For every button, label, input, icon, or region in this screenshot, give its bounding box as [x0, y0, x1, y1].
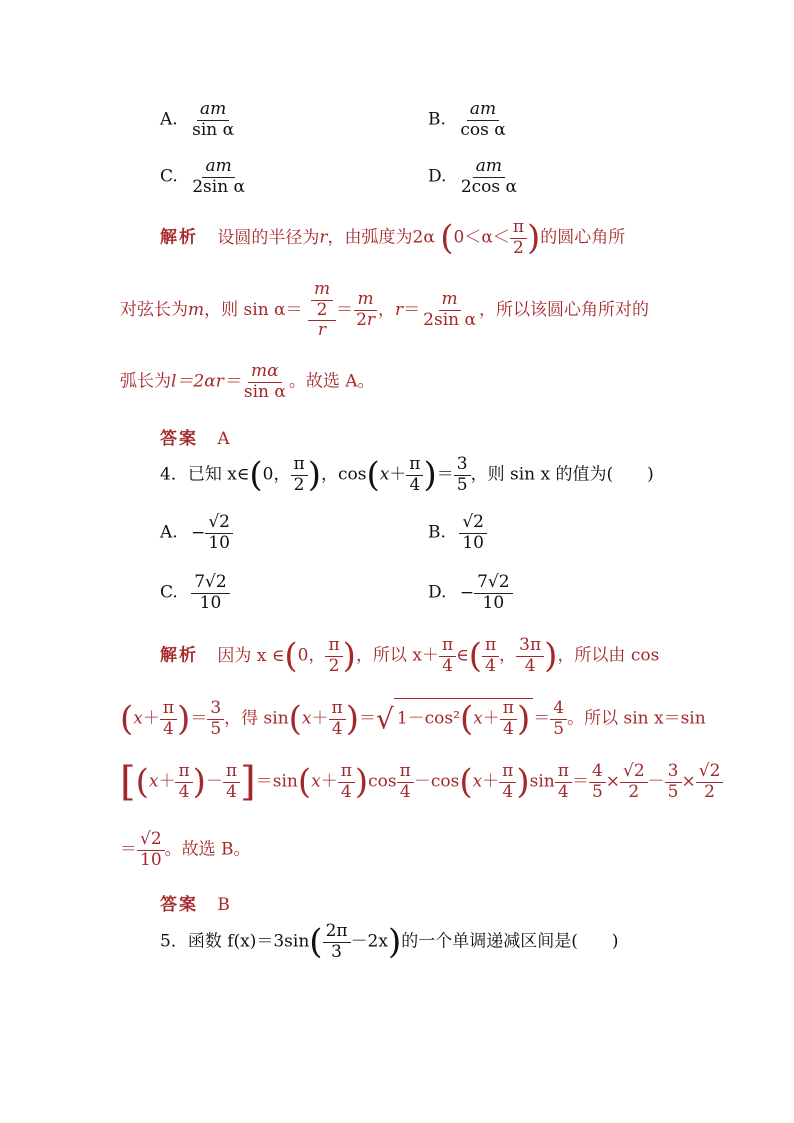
q3-analysis-line3: 弧长为l＝2αr＝ $\frac{m\alpha}{\text{sin α}}$ 。故选 A。 — [120, 361, 375, 402]
q4-analysis-line3: [(x＋ $\frac{\pi}{4}$ )－ $\frac{\pi}{4}$ ]＝sin(x＋ $\frac{\pi}{4}$ )cos $\frac{\pi}{4}$ －cos(x＋ $\frac{\pi}{4}$ )sin $\frac{\pi}{4}$ ＝ $\frac{4}{5}$ × $\frac{√2}{2}$ － $\frac{3}{5}$ × $\frac{√2}{2}$ — [120, 762, 723, 802]
q4-option-a: A. − $\frac{√2}{10}$ — [160, 513, 233, 553]
q3-option-d: D. $\frac{am}{\text{2cos α}}$ — [428, 156, 518, 197]
q4-option-b: B. $\frac{√2}{10}$ — [428, 513, 487, 553]
q4-stem: 4．已知 x∈(0， $\frac{\pi}{2}$ )，cos(x＋ $\frac{\pi}{4}$ )＝ $\frac{3}{5}$ ，则 sin x 的值为( ) — [160, 454, 654, 496]
q3-option-b: B. $\frac{am}{\text{cos α}}$ — [428, 99, 506, 140]
q4-option-d: D. − $\frac{7√2}{10}$ — [428, 573, 513, 613]
q4-analysis-line4: ＝ $\frac{√2}{10}$ 。故选 B。 — [120, 829, 251, 870]
q4-analysis-line2: (x＋ $\frac{\pi}{4}$ )＝ $\frac{3}{5}$ ，得 sin(x＋ $\frac{\pi}{4}$ )＝√ 1－cos²(x＋ $\frac{\pi}{4}$ ) ＝ $\frac{4}{5}$ 。所以 sin x＝sin — [120, 698, 706, 740]
analysis-label: 解析 — [160, 227, 198, 248]
q4-option-c: C. $\frac{7√2}{10}$ — [160, 573, 230, 613]
q3-analysis-line2: 对弦长为m，则 sin α＝ $\frac{\frac{m}{2}}{r}$ ＝ $\frac{m}{2r}$ ，r＝ $\frac{m}{\text{2sin α}}$ ，所以该圆心角所对的 — [120, 279, 649, 341]
q3-answer: 答案 A — [160, 429, 230, 449]
q4-answer: 答案 B — [160, 895, 230, 915]
q5-stem: 5．函数 f(x)＝3sin( $\frac{2\pi}{3}$ －2x)的一个单调递减区间是( ) — [160, 921, 619, 963]
q3-analysis-line1: 解析 设圆的半径为r，由弧度为2α (0＜α＜ $\frac{\pi}{2}$ )的圆心角所 — [160, 217, 626, 259]
q3-option-a: A. $\frac{am}{\text{sin α}}$ — [160, 99, 235, 140]
q3-option-c: C. $\frac{am}{\text{2sin α}}$ — [160, 156, 246, 197]
q4-analysis-line1: 解析 因为 x ∈(0， $\frac{\pi}{2}$ )，所以 x＋ $\frac{\pi}{4}$ ∈( $\frac{\pi}{4}$ ， $\frac{3\pi}{4}$ )，所以由 cos — [160, 635, 660, 677]
